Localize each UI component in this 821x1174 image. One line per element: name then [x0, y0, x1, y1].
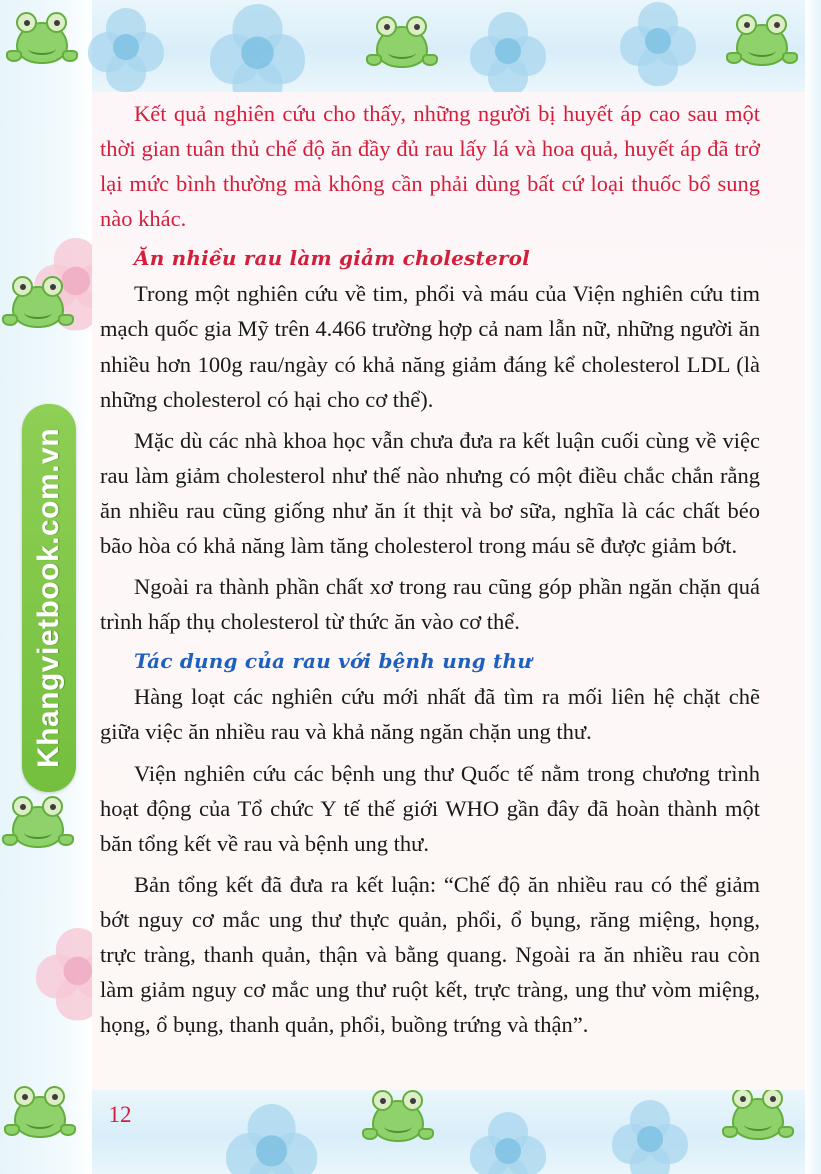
frog-icon	[730, 14, 794, 72]
paragraph: Ngoài ra thành phần chất xơ trong rau cũng góp phần ngăn chặn quá trình hấp thụ cholesterol từ thức ăn vào cơ thể.	[100, 574, 760, 635]
paragraph: Bản tổng kết đã đưa ra kết luận: “Chế độ ăn nhiều rau có thể giảm bớt nguy cơ mắc ung thư thực quản, phổi, ổ bụng, răng miệng, họng, trực tràng, thanh quản, thận và bằng quang. Ngoài ra ăn nhiều rau còn làm giảm nguy cơ mắc ung thư ruột kết, trực tràng, ung thư vòm miệng, họng, ổ bụng, thanh quản, phổi, buồng trứng và thận”.	[100, 871, 760, 1038]
frog-icon	[8, 1086, 72, 1144]
section-heading: Tác dụng của rau với bệnh ung thư	[134, 649, 532, 674]
page-number: 12	[108, 1102, 132, 1127]
frog-icon	[366, 1090, 430, 1148]
paragraph: Kết quả nghiên cứu cho thấy, những người bị huyết áp cao sau một thời gian tuân thủ chế độ ăn đầy đủ rau lấy lá và hoa quả, huyết áp đã trở lại mức bình thường mà không cần phải dùng bất cứ loại thuốc bổ sung nào khác.	[100, 101, 760, 232]
frog-icon	[370, 16, 434, 74]
page-border-right	[805, 0, 821, 1174]
section-heading: Ăn nhiều rau làm giảm cholesterol	[134, 246, 530, 271]
paragraph: Trong một nghiên cứu về tim, phổi và máu của Viện nghiên cứu tim mạch quốc gia Mỹ trên 4.466 trường hợp cả nam lẫn nữ, những người ăn nhiều hơn 100g rau/ngày có khả năng giảm đáng kể cholesterol LDL (là những cholesterol có hại cho cơ thể).	[100, 281, 760, 412]
frog-icon	[726, 1088, 790, 1146]
paragraph: Hàng loạt các nghiên cứu mới nhất đã tìm ra mối liên hệ chặt chẽ giữa việc ăn nhiều rau và khả năng ngăn chặn ung thư.	[100, 684, 760, 745]
paragraph: Mặc dù các nhà khoa học vẫn chưa đưa ra kết luận cuối cùng về việc rau làm giảm cholesterol như thế nào nhưng có một điều chắc chắn rằng ăn nhiều rau cũng giống như ăn ít thịt và bơ sữa, nghĩa là các chất béo bão hòa có khả năng làm tăng cholesterol trong máu sẽ được giảm bớt.	[100, 427, 760, 559]
paragraph: Viện nghiên cứu các bệnh ung thư Quốc tế nằm trong chương trình hoạt động của Tổ chức Y tế thế giới WHO gần đây đã hoàn thành một băn tổng kết về rau và bệnh ung thư.	[100, 760, 760, 856]
frog-icon	[6, 796, 70, 854]
watermark-ribbon	[22, 404, 76, 792]
frog-icon	[6, 276, 70, 334]
frog-icon	[10, 12, 74, 70]
watermark-text: Khangvietbook.com.vn	[32, 427, 65, 769]
article-body	[100, 96, 760, 1048]
